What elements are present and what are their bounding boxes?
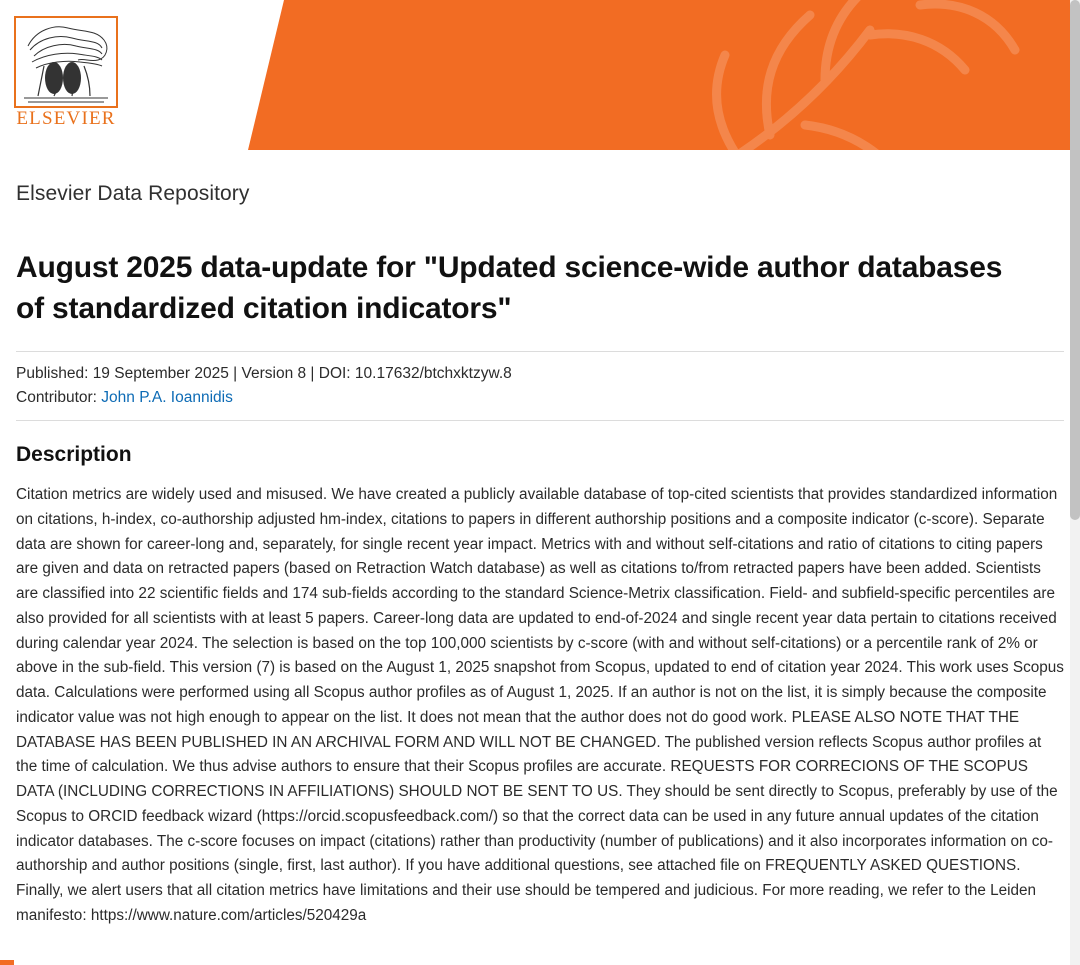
contributor-link[interactable]: John P.A. Ioannidis (101, 389, 233, 406)
banner-orange-panel (248, 0, 1080, 150)
page-scrollbar-thumb[interactable] (1070, 0, 1080, 520)
description-heading: Description (16, 443, 132, 466)
page-scrollbar-track[interactable] (1070, 0, 1080, 965)
elsevier-wordmark: ELSEVIER (16, 108, 116, 129)
page-content (0, 182, 1080, 929)
meta-divider-bottom (16, 420, 1064, 421)
contributor-row (16, 389, 1064, 407)
meta-divider-top (16, 351, 1064, 352)
elsevier-tree-icon (14, 16, 118, 108)
repository-name: Elsevier Data Repository (16, 182, 250, 205)
leaf-decoration-icon (620, 0, 1040, 150)
description-text: Citation metrics are widely used and misused. We have created a publicly available database of top-cited scientists that provides standardized information on citations, h-index, co-authorship adjusted hm-index, citations to papers in different authorship positions and a composite indicator (c-score). Separate data are shown for career-long and, separately, for single recent year impact. Metrics with and without self-citations and ratio of citations to citing papers are given and data on retracted papers (based on Retraction Watch database) as well as citations to/from retracted papers have been added. Scientists are classified into 22 scientific fields and 174 sub-fields according to the standard Science-Metrix classification. Field- and subfield-specific percentiles are also provided for all scientists with at least 5 papers. Career-long data are updated to end-of-2024 and single recent year data pertain to citations received during calendar year 2024. The selection is based on the top 100,000 scientists by c-score (with and without self-citations) or a percentile rank of 2% or above in the sub-field. This version (7) is based on the August 1, 2025 snapshot from Scopus, updated to end of citation year 2024. This work uses Scopus data. Calculations were performed using all Scopus author profiles as of August 1, 2025. If an author is not on the list, it is simply because the composite indicator value was not high enough to appear on the list. It does not mean that the author does not do good work. PLEASE ALSO NOTE THAT THE DATABASE HAS BEEN PUBLISHED IN AN ARCHIVAL FORM AND WILL NOT BE CHANGED. The published version reflects Scopus author profiles at the time of calculation. We thus advise authors to ensure that their Scopus profiles are accurate. REQUESTS FOR CORRECIONS OF THE SCOPUS DATA (INCLUDING CORRECTIONS IN AFFILIATIONS) SHOULD NOT BE SENT TO US. They should be sent directly to Scopus, preferably by use of the Scopus to ORCID feedback wizard (https://orcid.scopusfeedback.com/) so that the correct data can be used in any future annual updates of the citation indicator databases. The c-score focuses on impact (citations) rather than productivity (number of publications) and it also incorporates information on co-authorship and author positions (single, first, last author). If you have additional questions, see attached file on FREQUENTLY ASKED QUESTIONS. Finally, we alert users that all citation metrics have limitations and their use should be tempered and judicious. For more reading, we refer to the Leiden manifesto: https://www.nature.com/articles/520429a (16, 486, 1064, 925)
publication-meta: Published: 19 September 2025 | Version 8 | DOI: 10.17632/btchxktzyw.8 (16, 365, 512, 382)
page-title: August 2025 data-update for "Updated science-wide author databases of standardized citation indicators" (16, 251, 1003, 325)
page-banner (0, 0, 1080, 150)
bottom-progress-indicator (0, 960, 14, 965)
contributor-label: Contributor: (16, 389, 97, 406)
elsevier-logo[interactable] (14, 16, 118, 132)
